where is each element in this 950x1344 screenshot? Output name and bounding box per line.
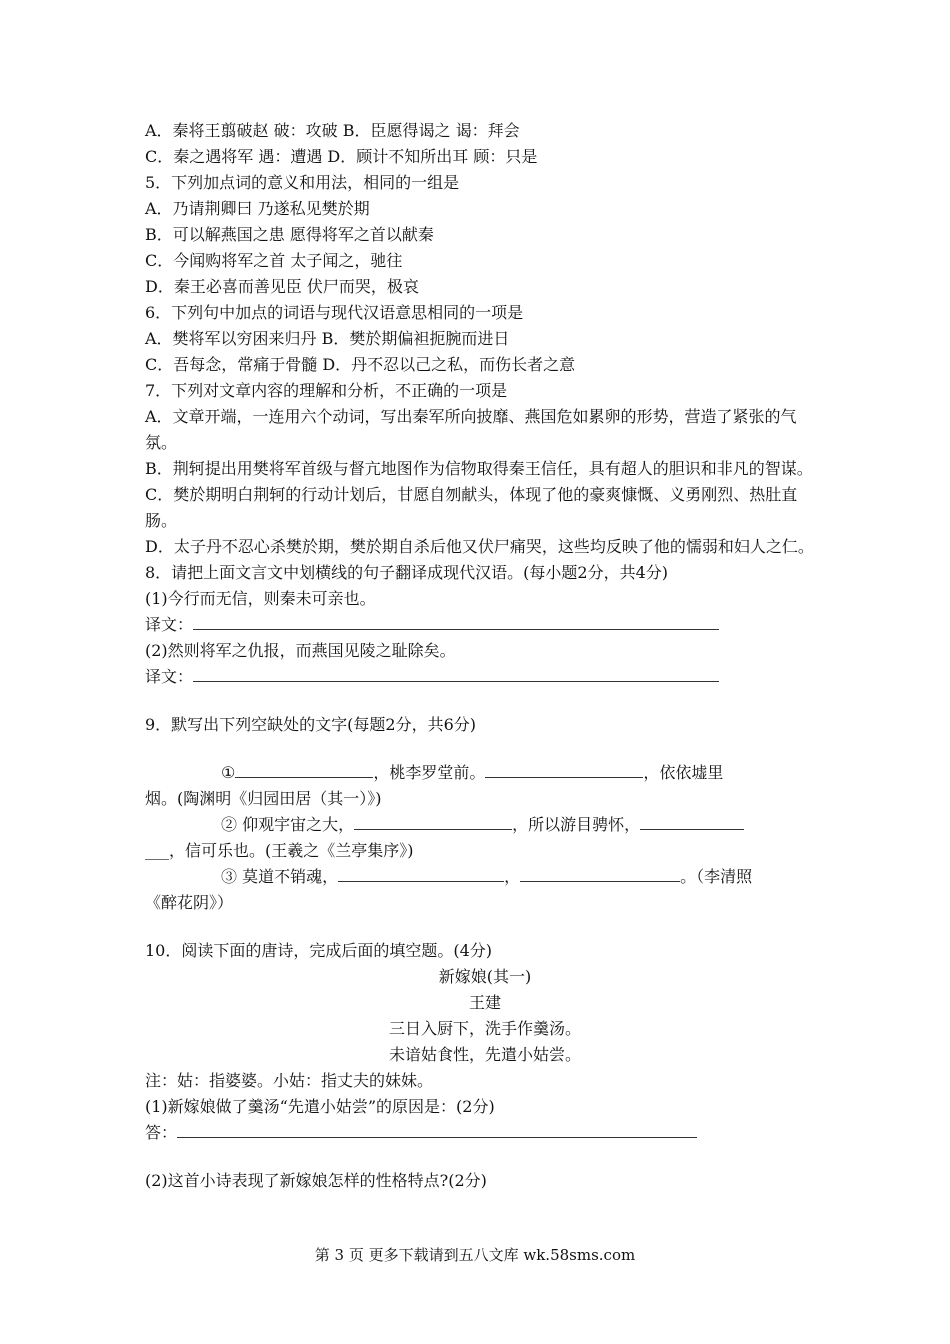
q9-line-3: [145, 864, 825, 890]
verse-text: ，桃李罗堂前。: [373, 763, 486, 782]
q8-sentence-1: (1)今行而无信，则秦未可亲也。: [145, 589, 376, 608]
poem-title: 新嫁娘(其一): [438, 967, 532, 986]
verse-text: ③ 莫道不销魂，: [221, 867, 339, 886]
q10-sub-1: (1)新嫁娘做了羹汤“先遣小姑尝”的原因是：(2分): [145, 1097, 495, 1116]
q5-stem: 5．下列加点词的意义和用法，相同的一组是: [145, 173, 460, 192]
poem-author: 王建: [468, 993, 501, 1012]
q10-sub-2: (2)这首小诗表现了新嫁娘怎样的性格特点?(2分): [145, 1171, 487, 1190]
verse-text: ，依依墟里: [643, 763, 724, 782]
q4-option-ab: A．秦将王翦破赵 破：攻破 B．臣愿得谒之 谒：拜会: [145, 121, 520, 140]
q7-option-a: A．文章开端，一连用六个动词，写出秦军所向披靡、燕国危如累卵的形势，营造了紧张的气氛。: [145, 407, 797, 452]
verse-text: ，所以游目骋怀，: [512, 815, 641, 834]
q10-answer-line: [145, 1120, 825, 1146]
answer-blank[interactable]: [193, 613, 719, 630]
fill-blank[interactable]: [640, 813, 744, 830]
item-number: ①: [221, 763, 236, 782]
q6-option-cd: C．吾每念，常痛于骨髓 D．丹不忍以己之私，而伤长者之意: [145, 355, 576, 374]
answer-label: 答：: [145, 1123, 178, 1142]
q7-option-c: C．樊於期明白荆轲的行动计划后，甘愿自刎献头，体现了他的豪爽慷慨、义勇刚烈、热肚直肠。: [145, 485, 798, 530]
q9-line-3-cont: 《醉花阴》）: [145, 893, 234, 912]
poem-note: 注：姑：指婆婆。小姑：指丈夫的妹妹。: [145, 1071, 434, 1090]
q9-stem: 9．默写出下列空缺处的文字(每题2分，共6分): [145, 715, 477, 734]
q8-answer-line-2: [145, 664, 825, 690]
q5-option-a: A．乃请荆卿曰 乃遂私见樊於期: [145, 199, 370, 218]
q5-option-b: B．可以解燕国之患 愿得将军之首以献秦: [145, 225, 434, 244]
answer-label: 译文：: [145, 667, 194, 686]
poem-line-2: 未谙姑食性，先遣小姑尝。: [388, 1045, 581, 1064]
verse-text: ，: [504, 867, 521, 886]
exam-page-content: [145, 118, 825, 1194]
poem-line-1: 三日入厨下，洗手作羹汤。: [388, 1019, 581, 1038]
fill-blank-text: ___: [145, 841, 169, 860]
q8-stem: 8．请把上面文言文中划横线的句子翻译成现代汉语。(每小题2分，共4分): [145, 563, 669, 582]
fill-blank[interactable]: [235, 761, 373, 778]
fill-blank[interactable]: [520, 865, 680, 882]
q9-line-2: [145, 812, 825, 838]
q9-line-1: [145, 760, 825, 786]
q5-option-d: D．秦王必喜而善见臣 伏尸而哭，极哀: [145, 277, 419, 296]
answer-blank[interactable]: [177, 1121, 697, 1138]
page-footer: 第 3 页 更多下载请到五八文库 wk.58sms.com: [314, 1246, 636, 1264]
q4-option-cd: C．秦之遇将军 遇：遭遇 D．顾计不知所出耳 顾：只是: [145, 147, 538, 166]
fill-blank[interactable]: [354, 813, 512, 830]
verse-text: ，信可乐也。(王羲之《兰亭集序》): [169, 841, 414, 860]
q7-option-b: B．荆轲提出用樊将军首级与督亢地图作为信物取得秦王信任，具有超人的胆识和非凡的智谋。: [145, 459, 813, 478]
q8-sentence-2: (2)然则将军之仇报，而燕国见陵之耻除矣。: [145, 641, 456, 660]
verse-text: 。（李清照: [680, 867, 753, 886]
q5-option-c: C．今闻购将军之首 太子闻之，驰往: [145, 251, 403, 270]
verse-text: ② 仰观宇宙之大，: [221, 815, 355, 834]
answer-label: 译文：: [145, 615, 194, 634]
q7-stem: 7．下列对文章内容的理解和分析，不正确的一项是: [145, 381, 508, 400]
answer-blank[interactable]: [193, 665, 719, 682]
q9-line-1-cont: 烟。(陶渊明《归园田居（其一）》): [145, 789, 382, 808]
q8-answer-line-1: [145, 612, 825, 638]
q9-line-2-cont: [145, 838, 825, 864]
q7-option-d: D．太子丹不忍心杀樊於期，樊於期自杀后他又伏尸痛哭，这些均反映了他的懦弱和妇人之仁。: [145, 537, 814, 556]
q10-stem: 10．阅读下面的唐诗，完成后面的填空题。(4分): [145, 941, 493, 960]
fill-blank[interactable]: [485, 761, 643, 778]
q6-option-ab: A．樊将军以穷困来归丹 B．樊於期偏袒扼腕而进日: [145, 329, 510, 348]
fill-blank[interactable]: [338, 865, 504, 882]
q6-stem: 6．下列句中加点的词语与现代汉语意思相同的一项是: [145, 303, 524, 322]
